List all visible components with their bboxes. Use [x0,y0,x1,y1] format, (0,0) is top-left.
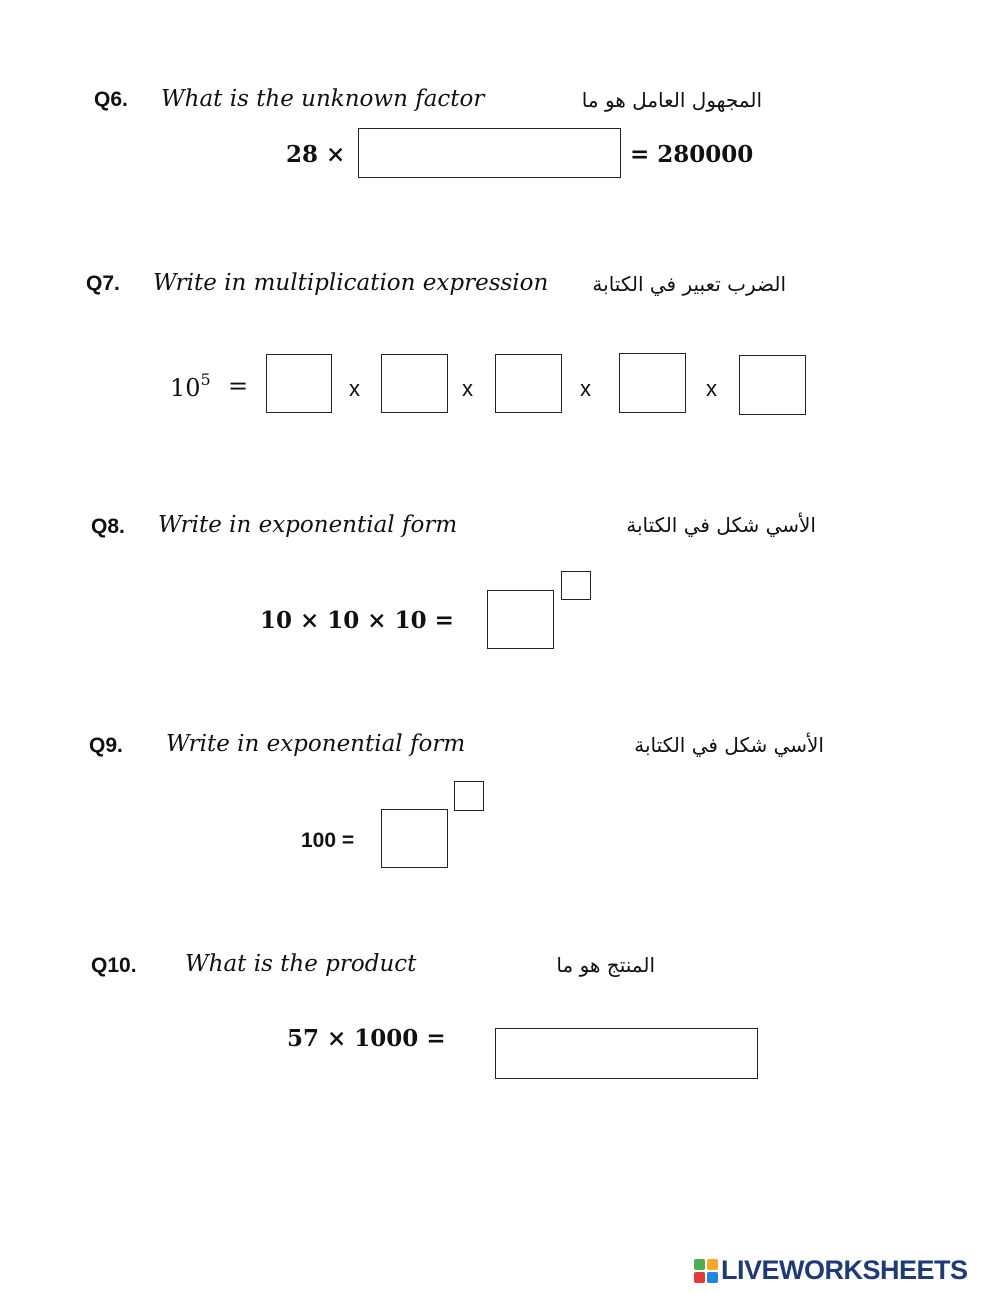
q6-answer-input[interactable] [358,128,621,178]
q10-number: Q10. [91,954,137,977]
q10-prompt: What is the product [185,951,417,977]
q9-prompt: Write in exponential form [166,731,466,757]
q7-factor-4-input[interactable] [619,353,686,413]
q10-answer-input[interactable] [495,1028,758,1079]
q10-lhs: 57 × 1000 = [287,1025,446,1052]
q8-prompt-ar: الأسي شكل في الكتابة [626,513,816,537]
q7-base: 10 [170,374,201,402]
q8-number: Q8. [91,515,125,538]
q7-factor-3-input[interactable] [495,354,562,413]
q9-prompt-ar: الأسي شكل في الكتابة [634,733,824,757]
q7-factor-5-input[interactable] [739,355,806,415]
q7-factor-2-input[interactable] [381,354,448,413]
q7-times-3: x [580,376,591,401]
q7-prompt: Write in multiplication expression [153,270,549,296]
logo-brand-text: LIVEWORKSHEETS [721,1255,968,1285]
q7-times-1: x [349,376,360,401]
q7-factor-1-input[interactable] [266,354,332,413]
q9-base-input[interactable] [381,809,448,868]
q8-lhs: 10 × 10 × 10 = [260,607,454,634]
q6-number: Q6. [94,88,128,111]
q9-number: Q9. [89,734,123,757]
q7-power [170,372,211,402]
liveworksheets-logo[interactable] [694,1255,968,1286]
q8-base-input[interactable] [487,590,554,649]
liveworksheets-logo-icon [694,1259,718,1283]
q7-equals: = [228,372,249,400]
q8-prompt: Write in exponential form [158,512,458,538]
q6-prompt: What is the unknown factor [161,86,485,112]
q10-prompt-ar: المنتج هو ما [556,953,655,977]
q6-rhs: = 280000 [630,141,754,168]
q9-lhs: 100 = [301,829,355,852]
q6-lhs: 28 × [286,141,346,168]
q8-exponent-input[interactable] [561,571,591,600]
q9-exponent-input[interactable] [454,781,484,811]
q7-prompt-ar: الضرب تعبير في الكتابة [592,272,786,296]
q7-number: Q7. [86,272,120,295]
q7-times-4: x [706,376,717,401]
q6-prompt-ar: المجهول العامل هو ما [581,88,762,112]
q7-times-2: x [462,376,473,401]
q7-exponent: 5 [200,370,211,389]
